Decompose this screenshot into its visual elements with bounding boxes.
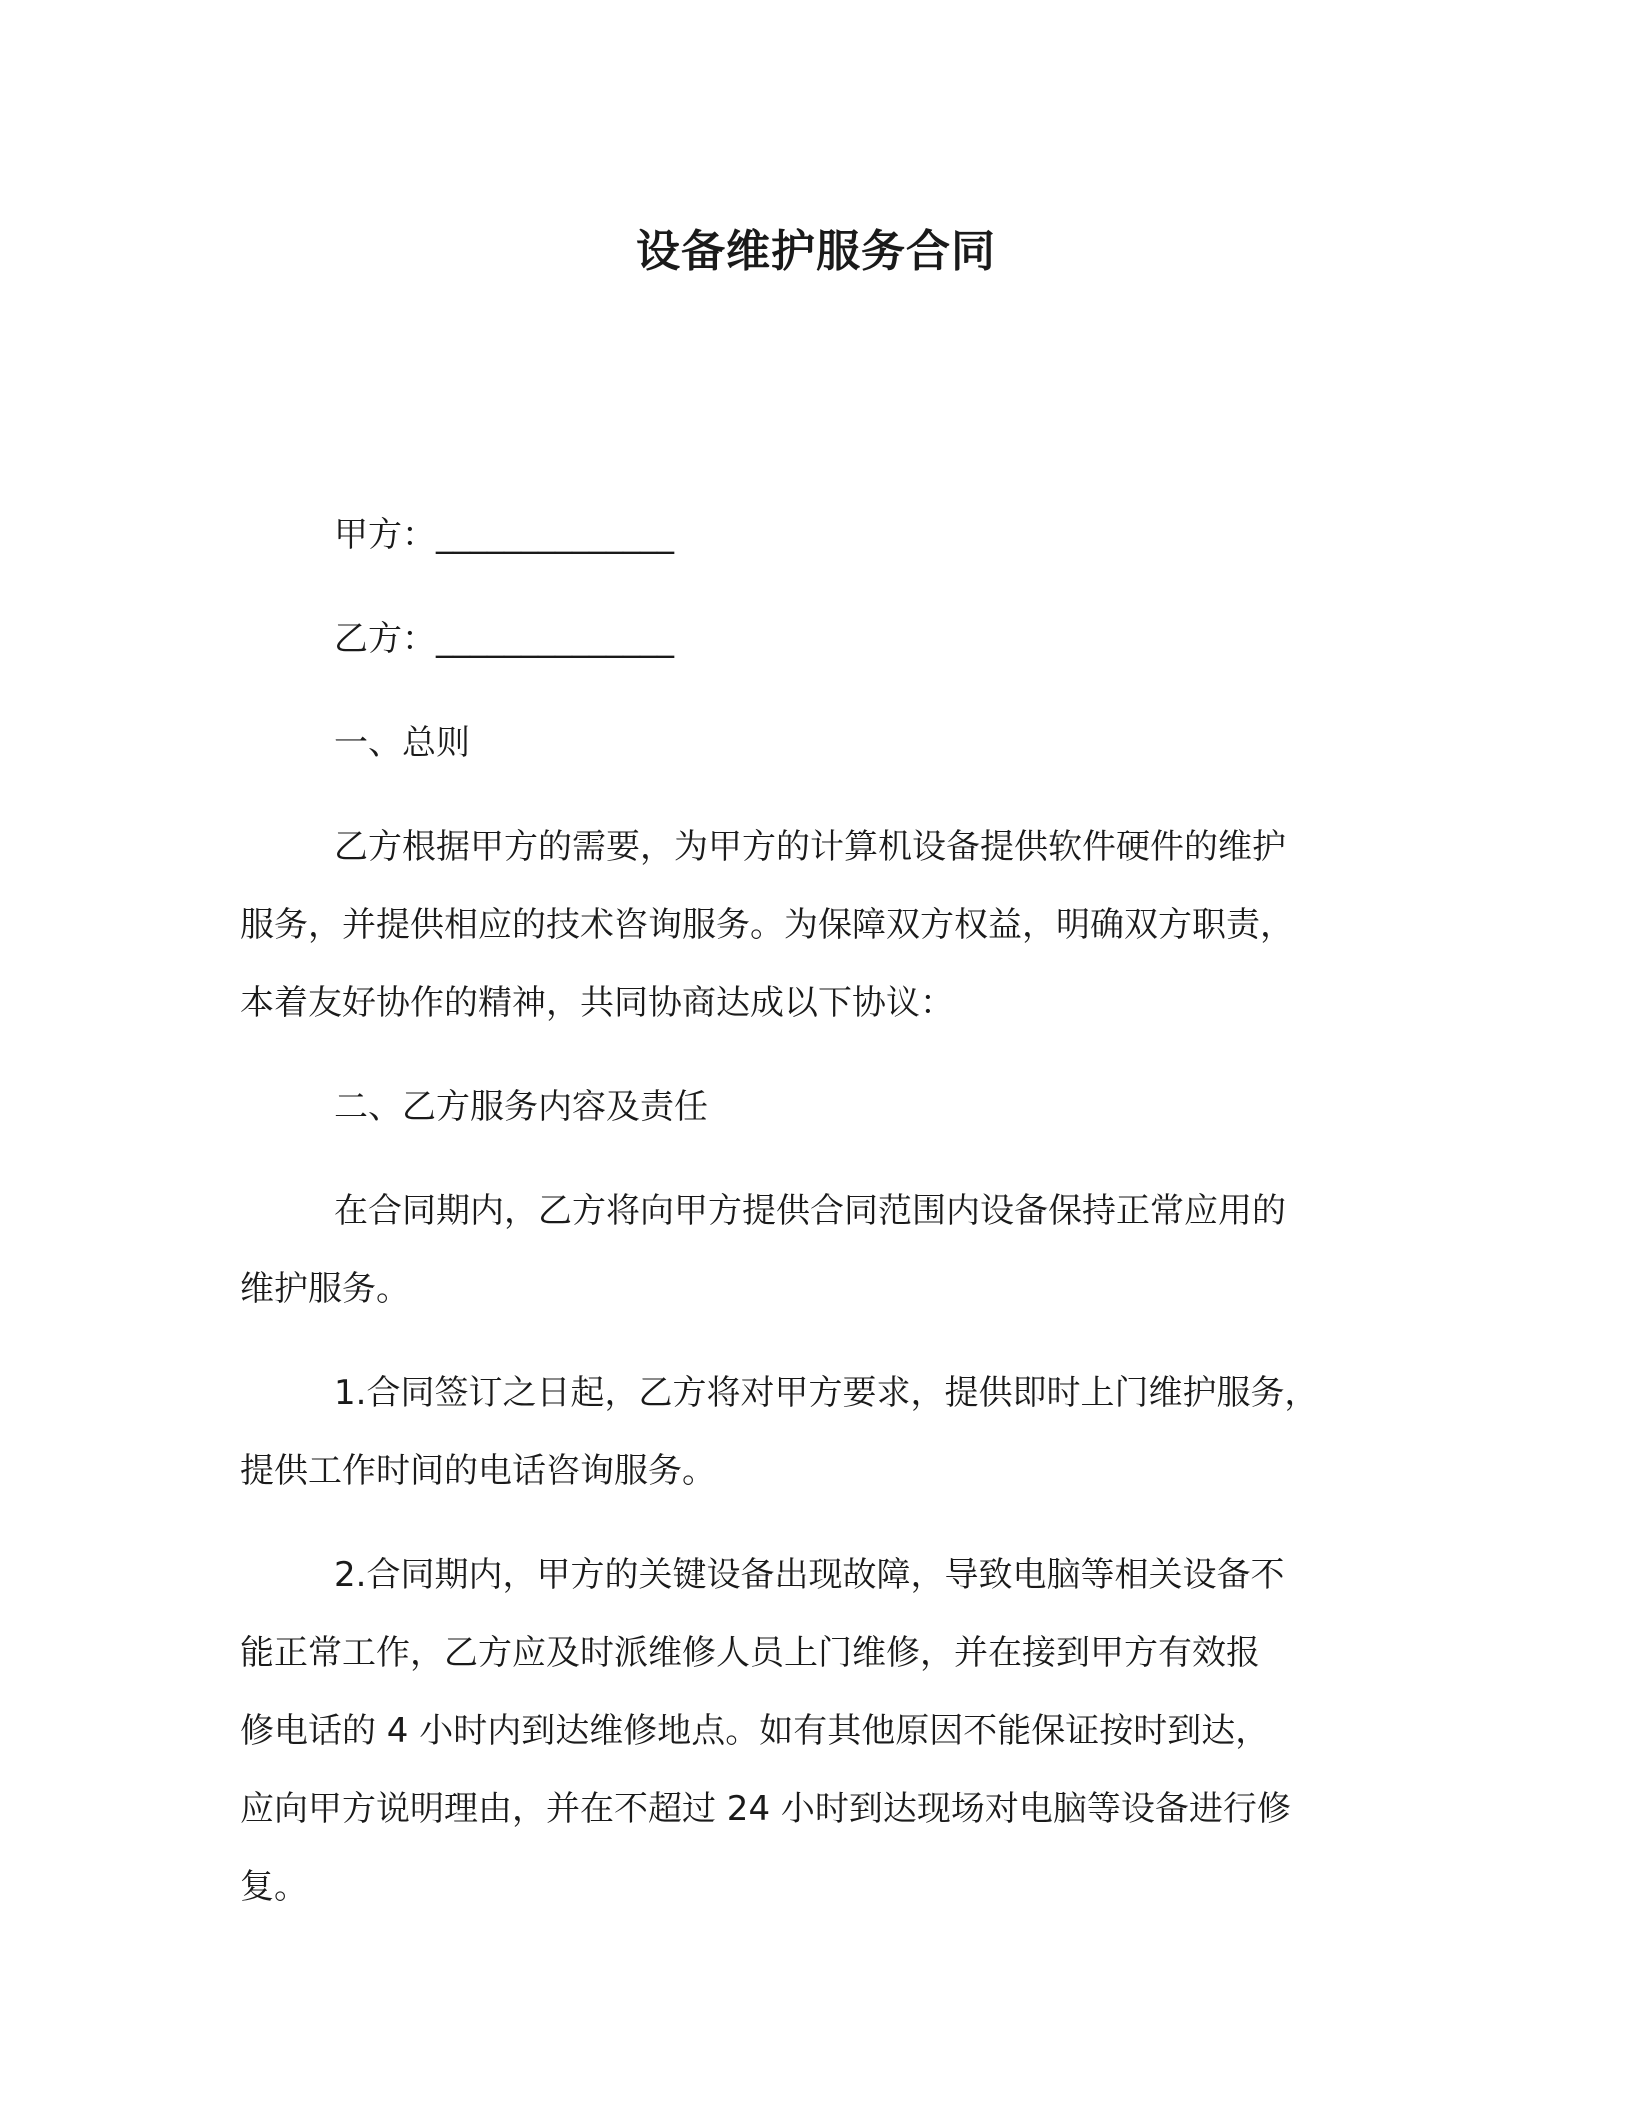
paragraph-line: 维护服务。 <box>240 1269 410 1309</box>
paragraph-line: 应向甲方说明理由，并在不超过 24 小时到达现场对电脑等设备进行修 <box>240 1789 1291 1829</box>
paragraph-line: 乙方根据甲方的需要，为甲方的计算机设备提供软件硬件的维护 <box>334 827 1286 867</box>
paragraph-line: 1.合同签订之日起，乙方将对甲方要求，提供即时上门维护服务， <box>334 1373 1319 1413</box>
item-1-paragraph <box>240 1354 1390 1510</box>
party-b-blank: ______________ <box>436 619 674 659</box>
party-a-label: 甲方： <box>334 515 436 555</box>
paragraph-line: 能正常工作，乙方应及时派维修人员上门维修，并在接到甲方有效报 <box>240 1633 1260 1673</box>
paragraph-line: 修电话的 4 小时内到达维修地点。如有其他原因不能保证按时到达， <box>240 1711 1270 1751</box>
paragraph-line: 2.合同期内，甲方的关键设备出现故障，导致电脑等相关设备不 <box>334 1555 1285 1595</box>
paragraph-line: 本着友好协作的精神，共同协商达成以下协议： <box>240 983 954 1023</box>
paragraph-line: 服务，并提供相应的技术咨询服务。为保障双方权益，明确双方职责， <box>240 905 1294 945</box>
party-a-line <box>240 496 1390 574</box>
item-2-paragraph <box>240 1536 1390 1926</box>
paragraph-line: 在合同期内，乙方将向甲方提供合同范围内设备保持正常应用的 <box>334 1191 1286 1231</box>
section-2-heading: 二、乙方服务内容及责任 <box>334 1087 708 1127</box>
section-1-heading: 一、总则 <box>334 723 470 763</box>
party-a-blank: ______________ <box>436 515 674 555</box>
party-b-label: 乙方： <box>334 619 436 659</box>
paragraph-line: 提供工作时间的电话咨询服务。 <box>240 1451 716 1491</box>
section-2-paragraph <box>240 1172 1390 1328</box>
section-1-paragraph <box>240 808 1390 1042</box>
document-body <box>240 496 1390 1952</box>
paragraph-line: 复。 <box>240 1867 308 1907</box>
document-title: 设备维护服务合同 <box>636 226 996 277</box>
party-b-line <box>240 600 1390 678</box>
